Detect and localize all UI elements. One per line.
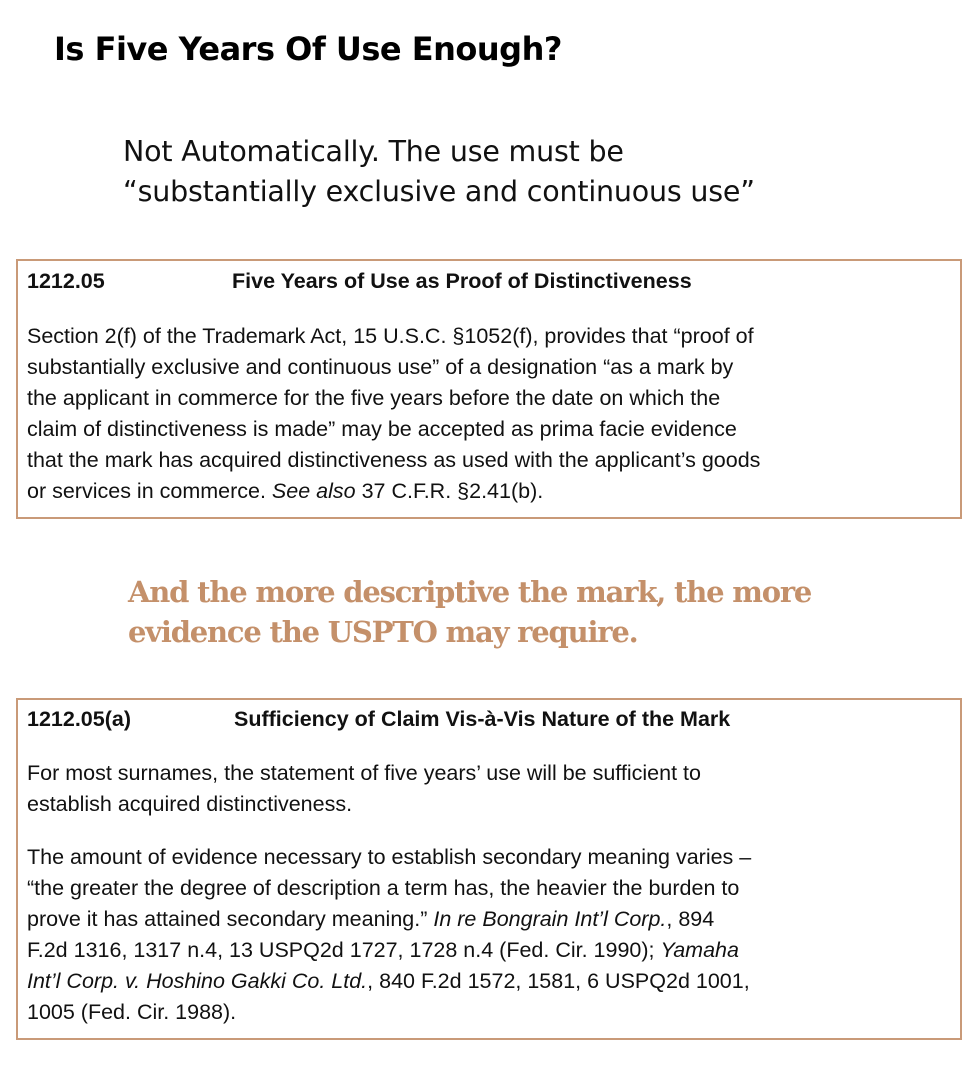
- section-heading: [27, 263, 960, 299]
- citation-signal: See also: [271, 479, 356, 503]
- text-line: establish acquired distinctiveness.: [27, 792, 353, 816]
- case-name: Yamaha: [660, 938, 739, 962]
- text-segment: , 840 F.2d 1572, 1581, 6 USPQ2d 1001,: [367, 969, 750, 993]
- text-segment: , 894: [666, 907, 715, 931]
- text-line: the applicant in commerce for the five years before the date on which the: [27, 386, 721, 410]
- tmep-section-1212-05: [16, 259, 962, 519]
- section-number: 1212.05: [27, 269, 105, 293]
- tmep-section-1212-05a: [16, 698, 962, 1040]
- section-paragraph: [27, 842, 960, 1028]
- text-segment: 37 C.F.R. §2.41(b).: [355, 479, 544, 503]
- section-title: Five Years of Use as Proof of Distinctiveness: [232, 269, 692, 293]
- text-line: [27, 476, 960, 507]
- case-name: In re Bongrain Int’l Corp.: [433, 907, 667, 931]
- text-line: The amount of evidence necessary to establish secondary meaning varies –: [27, 845, 752, 869]
- text-line: [27, 904, 960, 935]
- text-segment: or services in commerce.: [27, 479, 272, 503]
- intro-text: [123, 132, 755, 212]
- note-line: evidence the USPTO may require.: [128, 615, 638, 649]
- intro-line: Not Automatically. The use must be: [123, 135, 624, 168]
- descriptive-mark-note: [128, 572, 811, 652]
- case-name: Int’l Corp. v. Hoshino Gakki Co. Ltd.: [27, 969, 368, 993]
- text-line: Section 2(f) of the Trademark Act, 15 U.S.C. §1052(f), provides that “proof of: [27, 324, 754, 348]
- text-line: that the mark has acquired distinctiveness as used with the applicant’s goods: [27, 448, 761, 472]
- text-segment: F.2d 1316, 1317 n.4, 13 USPQ2d 1727, 1728 n.4 (Fed. Cir. 1990);: [27, 938, 661, 962]
- section-number: 1212.05(a): [27, 707, 131, 731]
- section-heading: [27, 701, 960, 737]
- section-paragraph: [27, 758, 960, 820]
- note-line: And the more descriptive the mark, the more: [128, 575, 812, 609]
- section-paragraph: [27, 321, 960, 507]
- text-line: “the greater the degree of description a term has, the heavier the burden to: [27, 876, 740, 900]
- text-line: substantially exclusive and continuous use” of a designation “as a mark by: [27, 355, 734, 379]
- section-title: Sufficiency of Claim Vis-à-Vis Nature of the Mark: [234, 707, 731, 731]
- text-line: [27, 935, 960, 966]
- text-line: 1005 (Fed. Cir. 1988).: [27, 1000, 237, 1024]
- page-title: Is Five Years Of Use Enough?: [54, 30, 562, 68]
- text-line: [27, 966, 960, 997]
- text-line: For most surnames, the statement of five years’ use will be sufficient to: [27, 761, 701, 785]
- text-line: claim of distinctiveness is made” may be accepted as prima facie evidence: [27, 417, 737, 441]
- intro-line: “substantially exclusive and continuous use”: [123, 175, 755, 208]
- text-segment: prove it has attained secondary meaning.”: [27, 907, 434, 931]
